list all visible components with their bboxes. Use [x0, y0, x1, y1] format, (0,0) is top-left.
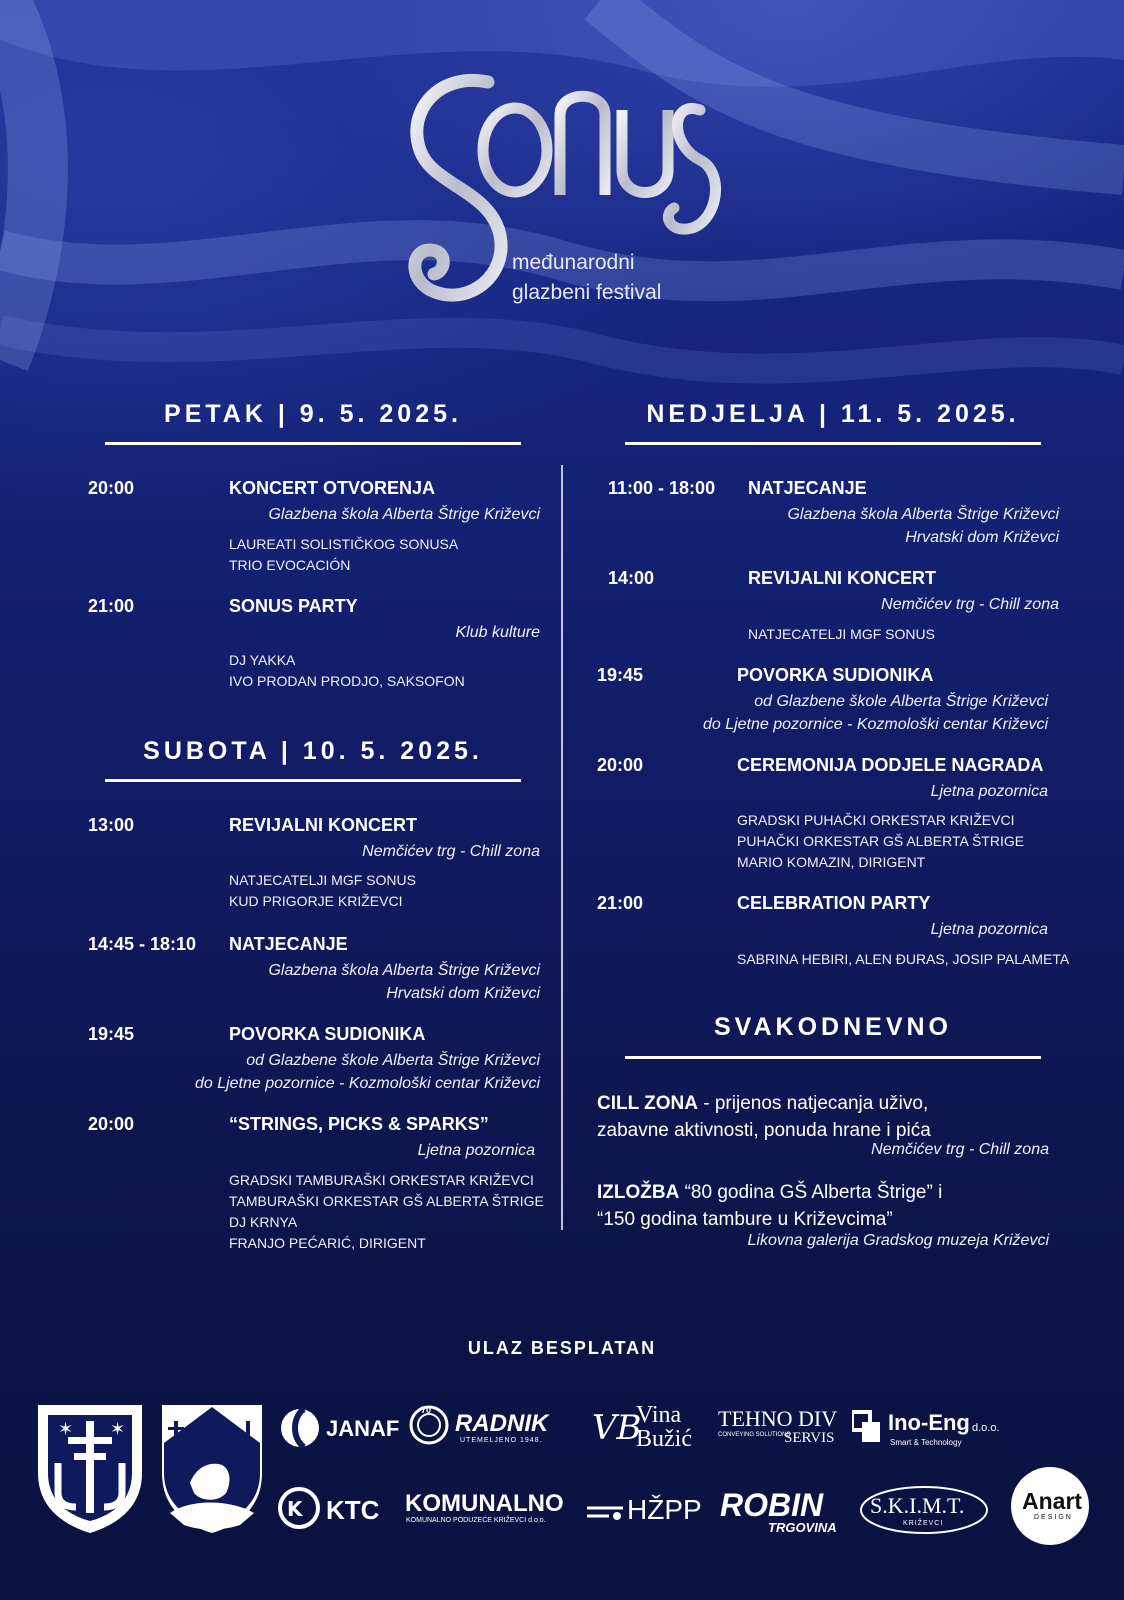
sunday-rule	[625, 442, 1041, 445]
tehnodiv-logo-1: TEHNO	[718, 1406, 793, 1431]
anart-logo: Anart	[1022, 1488, 1083, 1514]
sunday-heading: NEDJELJA | 11. 5. 2025.	[646, 400, 1020, 428]
ktc-logo-icon	[277, 1486, 321, 1530]
svg-text:✶: ✶	[58, 1419, 74, 1440]
event-venue: Glazbena škola Alberta Štrige Križevci	[268, 506, 540, 523]
robin-subtitle: TRGOVINA	[768, 1520, 837, 1535]
daily-item-label: IZLOŽBA	[597, 1182, 680, 1203]
hzpp-logo-icon	[585, 1500, 625, 1524]
event-venue: Ljetna pozornica	[930, 783, 1048, 800]
event-title: REVIJALNI KONCERT	[229, 815, 418, 835]
tehnodiv-servis: SERVIS	[784, 1430, 835, 1446]
subtitle-line-1: međunarodni	[512, 251, 635, 274]
event-venue: Nemčićev trg - Chill zona	[362, 843, 540, 860]
event-title: CEREMONIJA DODJELE NAGRADA	[737, 755, 1044, 775]
event-time: 21:00	[597, 893, 644, 913]
skimt-subtitle: KRIŽEVCI	[903, 1520, 944, 1527]
ktc-logo: KTC	[326, 1495, 380, 1525]
event-performers: GRADSKI PUHAČKI ORKESTAR KRIŽEVCI PUHAČKI ORKESTAR GŠ ALBERTA ŠTRIGE MARIO KOMAZIN, DIRIGENT	[737, 812, 1025, 870]
event-performers: DJ YAKKA IVO PRODAN PRODJO, SAKSOFON	[229, 652, 465, 689]
event-title: REVIJALNI KONCERT	[748, 568, 937, 588]
coat-of-arms-2	[160, 1403, 264, 1535]
event-title: KONCERT OTVORENJA	[229, 478, 436, 498]
saturday-rule	[105, 779, 521, 782]
daily-rule	[625, 1056, 1041, 1059]
event-performers: GRADSKI TAMBURAŠKI ORKESTAR KRIŽEVCI TAMBURAŠKI ORKESTAR GŠ ALBERTA ŠTRIGE DJ KRNYA FRANJO PEĆARIĆ, DIRIGENT	[229, 1172, 544, 1251]
saturday-heading: SUBOTA | 10. 5. 2025.	[143, 737, 483, 765]
event-title: POVORKA SUDIONIKA	[229, 1024, 426, 1044]
event-time: 14:00	[608, 568, 655, 588]
komunalno-logo: KOMUNALNO	[405, 1490, 564, 1517]
tehnodiv-logo-2: DIV	[798, 1406, 838, 1431]
friday-rule	[105, 442, 521, 445]
janaf-logo-icon	[280, 1407, 320, 1449]
ino-eng-doo: d.o.o.	[972, 1422, 1000, 1434]
free-entry-notice: ULAZ BESPLATAN	[467, 1338, 657, 1358]
anart-subtitle: DESIGN	[1034, 1514, 1073, 1521]
radnik-subtitle: UTEMELJENO 1948.	[460, 1437, 543, 1444]
event-performers: LAUREATI SOLISTIČKOG SONUSA TRIO EVOCACIÓN	[229, 536, 459, 573]
ino-eng-subtitle: Smart & Technology	[890, 1438, 962, 1447]
friday-heading: PETAK | 9. 5. 2025.	[164, 400, 462, 428]
janaf-logo: JANAF	[326, 1416, 400, 1441]
event-title: CELEBRATION PARTY	[737, 893, 931, 913]
event-title: POVORKA SUDIONIKA	[737, 665, 934, 685]
event-time: 20:00	[88, 478, 135, 498]
vina-buzic-mark: VB	[592, 1408, 642, 1448]
daily-heading: SVAKODNEVNO	[713, 1013, 952, 1041]
event-time: 20:00	[88, 1114, 135, 1134]
event-time: 14:45 - 18:10	[88, 934, 197, 954]
event-title: NATJECANJE	[748, 478, 867, 498]
event-time: 20:00	[597, 755, 644, 775]
daily-item-line2: zabavne aktivnosti, ponuda hrane i pića	[597, 1120, 931, 1141]
vina-buzic-logo-1: Vina	[636, 1402, 682, 1428]
event-time: 13:00	[88, 815, 135, 835]
event-title: NATJECANJE	[229, 934, 348, 954]
skimt-logo: S.K.I.M.T.	[870, 1493, 965, 1518]
daily-item-line1: “80 godina GŠ Alberta Štrige” i	[679, 1182, 943, 1203]
event-performers: SABRINA HEBIRI, ALEN ĐURAS, JOSIP PALAMETA	[737, 951, 1070, 967]
svg-text:✶: ✶	[110, 1419, 126, 1440]
svg-text:K: K	[287, 1497, 303, 1521]
ino-eng-logo: Ino-Eng	[888, 1410, 970, 1435]
event-performers: NATJECATELJI MGF SONUS	[748, 626, 935, 642]
daily-item-label: CILL ZONA	[597, 1093, 698, 1114]
event-venue: od Glazbene škole Alberta Štrige Križevci do Ljetne pozornice - Kozmološki centar Križevci	[702, 693, 1048, 733]
festival-subtitle	[512, 248, 661, 308]
event-venue: Klub kulture	[455, 624, 540, 641]
event-venue: Nemčićev trg - Chill zona	[881, 596, 1059, 613]
robin-logo: ROBIN	[720, 1487, 824, 1523]
event-time: 19:45	[597, 665, 644, 685]
hzpp-logo: HŽPP	[627, 1494, 702, 1525]
daily-item-venue: Likovna galerija Gradskog muzeja Križevci	[747, 1232, 1049, 1249]
event-time: 19:45	[88, 1024, 135, 1044]
event-venue: od Glazbene škole Alberta Štrige Križevci do Ljetne pozornice - Kozmološki centar Križevci	[194, 1052, 540, 1092]
vina-buzic-logo-2: Bužić	[636, 1426, 692, 1452]
coat-of-arms-1	[36, 1403, 144, 1535]
tehnodiv-subtitle: CONVEYING SOLUTIONS	[718, 1432, 791, 1438]
event-venue: Ljetna pozornica	[930, 921, 1048, 938]
radnik-badge: 70	[421, 1405, 432, 1415]
daily-item-exhibition	[597, 1179, 942, 1233]
event-performers: NATJECATELJI MGF SONUS KUD PRIGORJE KRIŽEVCI	[229, 872, 416, 909]
daily-item-line1: - prijenos natjecanja uživo,	[697, 1093, 929, 1114]
komunalno-subtitle: KOMUNALNO PODUZEĆE KRIŽEVCI d.o.o.	[406, 1517, 546, 1524]
event-venue: Glazbena škola Alberta Štrige Križevci Hrvatski dom Križevci	[268, 962, 540, 1002]
daily-item-line2: “150 godina tambure u Križevcima”	[597, 1209, 893, 1230]
event-title: “STRINGS, PICKS & SPARKS”	[229, 1114, 489, 1134]
column-divider	[561, 465, 563, 1230]
event-time: 21:00	[88, 596, 135, 616]
event-venue: Glazbena škola Alberta Štrige Križevci Hrvatski dom Križevci	[787, 506, 1059, 546]
event-venue: Ljetna pozornica	[417, 1142, 535, 1159]
ino-eng-logo-icon	[852, 1408, 882, 1444]
event-time: 11:00 - 18:00	[608, 478, 716, 498]
event-title: SONUS PARTY	[229, 596, 358, 616]
radnik-logo: RADNIK	[455, 1410, 549, 1437]
daily-item-chill-zone	[597, 1090, 931, 1144]
subtitle-line-2: glazbeni festival	[512, 281, 662, 304]
daily-item-venue: Nemčićev trg - Chill zona	[871, 1141, 1049, 1158]
